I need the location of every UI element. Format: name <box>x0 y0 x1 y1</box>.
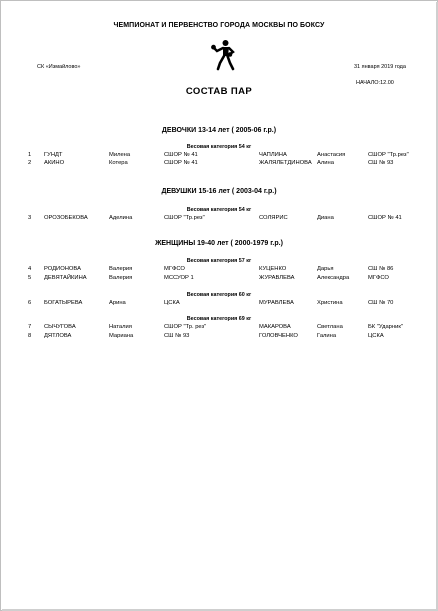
blue-surname: СОЛЯРИС <box>259 215 288 221</box>
red-club: МССУОР 1 <box>164 275 194 281</box>
club-name: СК «Измайлово» <box>37 64 81 70</box>
section-title: ДЕВУШКИ 15-16 лет ( 2003-04 г.р.) <box>161 188 277 195</box>
red-surname: СЫЧУГОВА <box>44 324 76 330</box>
pair-row <box>1 275 437 283</box>
weight-category: Весовая категория 60 кг <box>186 292 252 298</box>
blue-club: СШОР № 41 <box>368 215 402 221</box>
red-club: ЦСКА <box>164 300 180 306</box>
red-name: Аделина <box>109 215 133 221</box>
blue-name: Диана <box>317 215 334 221</box>
blue-club: БК "Ударник" <box>368 324 403 330</box>
blue-club: СШ № 70 <box>368 300 394 306</box>
weight-category: Весовая категория 54 кг <box>186 207 252 213</box>
red-surname: БОГАТЫРЕВА <box>44 300 83 306</box>
pair-number: 8 <box>28 333 32 339</box>
red-surname: АКИНО <box>44 160 65 166</box>
red-name: Котера <box>109 160 128 166</box>
red-name: Милена <box>109 152 131 158</box>
weight-category: Весовая категория 54 кг <box>186 144 252 150</box>
page-heading: СОСТАВ ПАР <box>185 86 253 97</box>
pair-number: 7 <box>28 324 32 330</box>
blue-name: Светлана <box>317 324 343 330</box>
blue-surname: МАКАРОВА <box>259 324 291 330</box>
blue-surname: МУРАВЛЕВА <box>259 300 294 306</box>
pair-number: 4 <box>28 266 32 272</box>
blue-name: Алина <box>317 160 334 166</box>
red-club: СШОР "Тр.рез" <box>164 215 205 221</box>
blue-club: МГФСО <box>368 275 389 281</box>
blue-club: СШ № 93 <box>368 160 394 166</box>
pair-number: 5 <box>28 275 32 281</box>
blue-name: Галина <box>317 333 337 339</box>
pair-row <box>1 266 437 274</box>
red-club: МГФСО <box>164 266 185 272</box>
pair-row <box>1 215 437 223</box>
section-title: ДЕВОЧКИ 13-14 лет ( 2005-06 г.р.) <box>161 127 277 134</box>
pair-number: 6 <box>28 300 32 306</box>
blue-surname: ЖУРАВЛЕВА <box>259 275 295 281</box>
pair-row <box>1 152 437 160</box>
document-title: ЧЕМПИОНАТ И ПЕРВЕНСТВО ГОРОДА МОСКВЫ ПО БОКСУ <box>113 22 325 29</box>
red-surname: ДЯТЛОВА <box>44 333 72 339</box>
start-time: НАЧАЛО:12.00 <box>356 80 394 86</box>
red-club: СШ № 93 <box>164 333 190 339</box>
pair-row <box>1 160 437 168</box>
pair-row <box>1 324 437 332</box>
red-name: Валерия <box>109 266 133 272</box>
blue-name: Александра <box>317 275 350 281</box>
boxer-icon <box>209 39 237 71</box>
red-name: Наталия <box>109 324 132 330</box>
red-club: СШОР № 41 <box>164 152 198 158</box>
blue-club: СШОР "Тр.рез" <box>368 152 409 158</box>
blue-club: СШ № 86 <box>368 266 394 272</box>
red-name: Валерия <box>109 275 133 281</box>
red-surname: ГУНДТ <box>44 152 63 158</box>
blue-surname: ЖАЛЯЛЕТДИНОВА <box>259 160 312 166</box>
pair-row <box>1 333 437 341</box>
section-title: ЖЕНЩИНЫ 19-40 лет ( 2000-1979 г.р.) <box>155 240 283 247</box>
pair-row <box>1 300 437 308</box>
blue-surname: КУЦЕНКО <box>259 266 287 272</box>
red-surname: РОДИОНОВА <box>44 266 81 272</box>
weight-category: Весовая категория 57 кг <box>186 258 252 264</box>
event-date: 31 января 2019 года <box>354 64 406 70</box>
pair-number: 1 <box>28 152 32 158</box>
red-club: СШОР "Тр. рез" <box>164 324 207 330</box>
blue-name: Христина <box>317 300 343 306</box>
blue-club: ЦСКА <box>368 333 384 339</box>
pair-number: 3 <box>28 215 32 221</box>
red-surname: ОРОЗОБЕКОВА <box>44 215 88 221</box>
red-club: СШОР № 41 <box>164 160 198 166</box>
blue-name: Дарья <box>317 266 334 272</box>
blue-name: Анастасия <box>317 152 346 158</box>
weight-category: Весовая категория 69 кг <box>186 316 252 322</box>
red-name: Мариана <box>109 333 134 339</box>
blue-surname: ЧАПЛИНА <box>259 152 287 158</box>
red-surname: ДЕВЯТАЙКИНА <box>44 275 87 281</box>
red-name: Арина <box>109 300 126 306</box>
pair-number: 2 <box>28 160 32 166</box>
blue-surname: ГОЛОВЧЕНКО <box>259 333 298 339</box>
